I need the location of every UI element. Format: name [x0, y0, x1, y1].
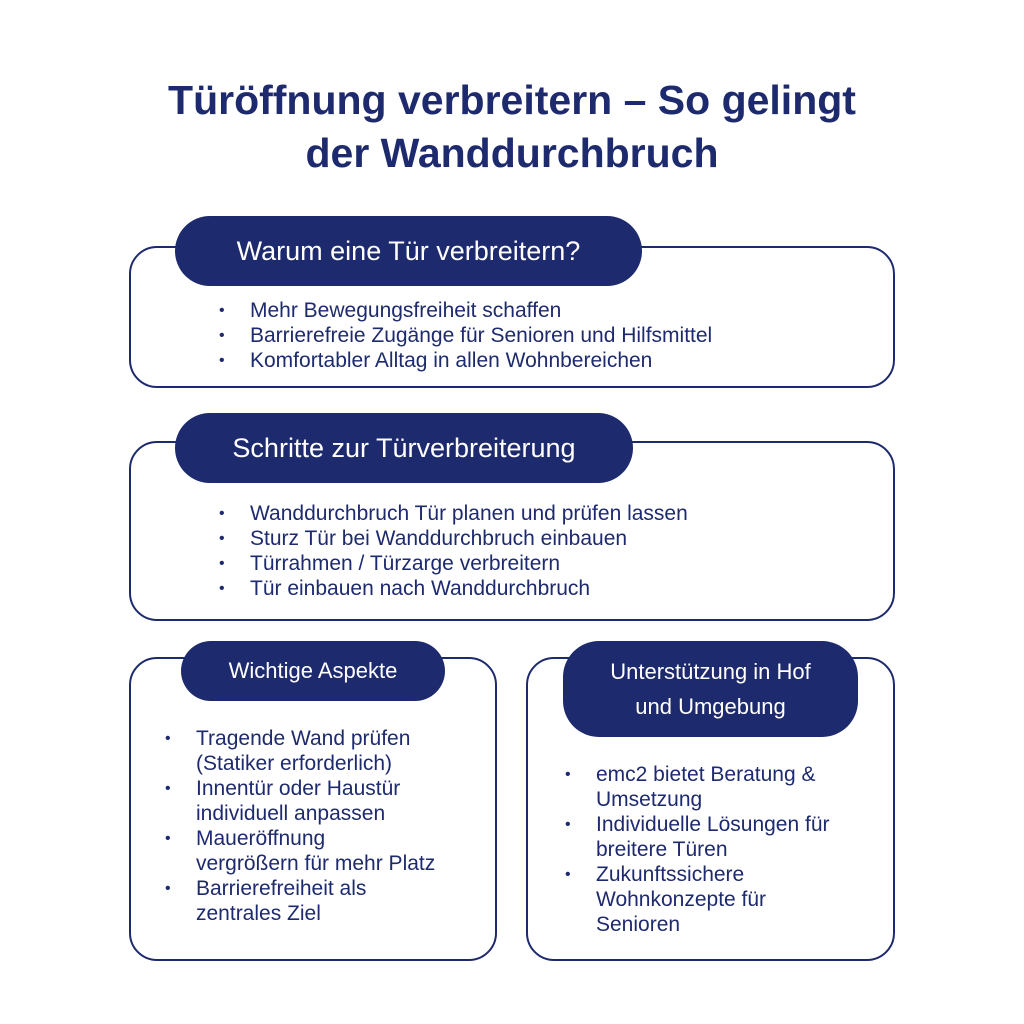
why-heading-pill [175, 216, 642, 286]
list-item-line: Wohnkonzepte für [596, 888, 767, 911]
list-item [163, 826, 483, 876]
list-item [563, 762, 883, 812]
bullet-icon: • [219, 555, 225, 572]
page-title-line-2: der Wanddurchbruch [305, 130, 719, 176]
list-item-line: zentrales Ziel [196, 902, 321, 925]
bullet-icon: • [165, 730, 171, 747]
list-item [163, 726, 483, 776]
aspects-heading-pill [181, 641, 445, 701]
why-list [217, 298, 877, 373]
list-item-line: Umsetzung [596, 788, 703, 811]
list-item-line: Maueröffnung [196, 827, 326, 850]
list-item-line: Individuelle Lösungen für [596, 813, 830, 836]
aspects-list [163, 726, 483, 926]
bullet-icon: • [565, 866, 571, 883]
page-title [0, 74, 1024, 180]
support-heading-line-2: und Umgebung [635, 694, 786, 719]
support-list [563, 762, 883, 937]
list-item-line: breitere Türen [596, 838, 728, 861]
list-item [563, 812, 883, 862]
bullet-icon: • [219, 505, 225, 522]
list-item-text: Barrierefreie Zugänge für Senioren und Hilfsmittel [250, 324, 713, 347]
list-item-line: Barrierefreiheit als [196, 877, 367, 900]
bullet-icon: • [165, 880, 171, 897]
bullet-icon: • [165, 830, 171, 847]
list-item-line: Senioren [596, 913, 681, 936]
bullet-icon: • [219, 327, 225, 344]
support-heading-line-1: Unterstützung in Hof [610, 659, 811, 684]
support-heading [610, 654, 811, 724]
list-item-line: Zukunftssichere [596, 863, 745, 886]
list-item-text: Türrahmen / Türzarge verbreitern [250, 552, 561, 575]
list-item-text: Tür einbauen nach Wanddurchbruch [250, 577, 591, 600]
list-item-text: Komfortabler Alltag in allen Wohnbereichen [250, 349, 653, 372]
bullet-icon: • [565, 766, 571, 783]
list-item-line: individuell anpassen [196, 802, 386, 825]
why-heading: Warum eine Tür verbreitern? [236, 235, 581, 266]
list-item [217, 576, 877, 601]
bullet-icon: • [219, 302, 225, 319]
list-item-text: Mehr Bewegungsfreiheit schaffen [250, 299, 562, 322]
list-item [217, 348, 877, 373]
list-item-line: emc2 bietet Beratung & [596, 763, 816, 786]
page-title-line-1: Türöffnung verbreitern – So gelingt [168, 77, 856, 123]
bullet-icon: • [219, 352, 225, 369]
list-item [217, 501, 877, 526]
list-item-text: Sturz Tür bei Wanddurchbruch einbauen [250, 527, 628, 550]
bullet-icon: • [165, 780, 171, 797]
list-item [217, 526, 877, 551]
list-item-text: Wanddurchbruch Tür planen und prüfen lassen [250, 502, 688, 525]
steps-heading: Schritte zur Türverbreiterung [232, 432, 576, 463]
steps-list [217, 501, 877, 601]
list-item [217, 551, 877, 576]
list-item [217, 323, 877, 348]
steps-heading-pill [175, 413, 633, 483]
list-item-line: Innentür oder Haustür [196, 777, 401, 800]
support-heading-pill [563, 641, 858, 737]
list-item-line: vergrößern für mehr Platz [196, 852, 436, 875]
list-item [217, 298, 877, 323]
list-item [163, 776, 483, 826]
list-item-line: (Statiker erforderlich) [196, 752, 393, 775]
bullet-icon: • [565, 816, 571, 833]
bullet-icon: • [219, 580, 225, 597]
list-item-line: Tragende Wand prüfen [196, 727, 411, 750]
list-item [563, 862, 883, 937]
bullet-icon: • [219, 530, 225, 547]
aspects-heading: Wichtige Aspekte [228, 658, 398, 683]
list-item [163, 876, 483, 926]
